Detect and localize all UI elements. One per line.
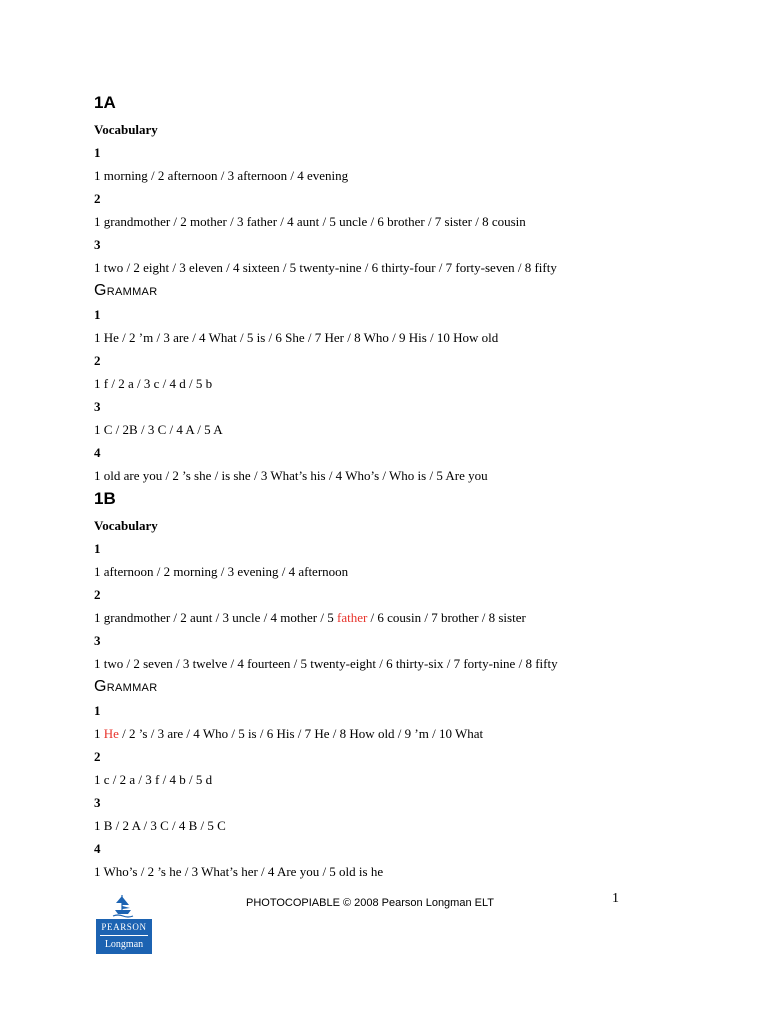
answer-line: 1 afternoon / 2 morning / 3 evening / 4 afternoon — [94, 564, 349, 579]
logo-divider — [100, 935, 148, 936]
logo-box — [96, 919, 152, 954]
answer-line: 1 grandmother / 2 mother / 3 father / 4 aunt / 5 uncle / 6 brother / 7 sister / 8 cousin — [94, 214, 526, 229]
vocabulary-heading-1a: Vocabulary — [94, 122, 158, 137]
answer-line: 1 f / 2 a / 3 c / 4 d / 5 b — [94, 376, 213, 391]
answer-line: 1 Who’s / 2 ’s he / 3 What’s her / 4 Are you / 5 old is he — [94, 864, 384, 879]
answer-text: 1 — [94, 726, 104, 741]
answer-line: 1 He / 2 ’m / 3 are / 4 What / 5 is / 6 She / 7 Her / 8 Who / 9 His / 10 How old — [94, 330, 499, 345]
exercise-number: 2 — [94, 353, 101, 368]
exercise-number: 3 — [94, 237, 101, 252]
answer-line: 1 c / 2 a / 3 f / 4 b / 5 d — [94, 772, 213, 787]
copyright-notice: PHOTOCOPIABLE © 2008 Pearson Longman ELT — [246, 897, 494, 909]
exercise-number: 1 — [94, 703, 101, 718]
exercise-number: 2 — [94, 191, 101, 206]
answer-line — [94, 606, 734, 629]
logo-brand: PEARSON — [101, 922, 147, 932]
exercise-number: 1 — [94, 145, 101, 160]
grammar-heading-1b: Grammar — [94, 678, 158, 695]
exercise-number: 4 — [94, 445, 101, 460]
exercise-number: 3 — [94, 795, 101, 810]
ship-icon — [112, 894, 134, 918]
answer-line: 1 two / 2 seven / 3 twelve / 4 fourteen / 5 twenty-eight / 6 thirty-six / 7 forty-nine / 8 fifty — [94, 656, 558, 671]
grammar-heading-1a: Grammar — [94, 282, 158, 299]
answer-line — [94, 722, 734, 745]
answer-text: 1 grandmother / 2 aunt / 3 uncle / 4 mother / 5 — [94, 610, 337, 625]
exercise-number: 1 — [94, 541, 101, 556]
exercise-number: 4 — [94, 841, 101, 856]
highlighted-answer: father — [336, 610, 368, 625]
answer-line: 1 morning / 2 afternoon / 3 afternoon / 4 evening — [94, 168, 349, 183]
logo-sub: Longman — [104, 939, 144, 950]
unit-title-1b: 1B — [94, 489, 116, 508]
highlighted-answer: He — [103, 726, 119, 741]
answer-key-page — [94, 92, 734, 883]
pearson-longman-logo — [96, 894, 152, 954]
exercise-number: 3 — [94, 633, 101, 648]
answer-line: 1 old are you / 2 ’s she / is she / 3 What’s his / 4 Who’s / Who is / 5 Are you — [94, 468, 488, 483]
answer-line: 1 B / 2 A / 3 C / 4 B / 5 C — [94, 818, 226, 833]
exercise-number: 2 — [94, 587, 101, 602]
exercise-number: 1 — [94, 307, 101, 322]
page-number: 1 — [612, 891, 619, 906]
unit-title-1a: 1A — [94, 93, 116, 112]
answer-text: / 2 ’s / 3 are / 4 Who / 5 is / 6 His / 7 He / 8 How old / 9 ’m / 10 What — [118, 726, 484, 741]
exercise-number: 2 — [94, 749, 101, 764]
answer-line: 1 C / 2B / 3 C / 4 A / 5 A — [94, 422, 223, 437]
answer-line: 1 two / 2 eight / 3 eleven / 4 sixteen / 5 twenty-nine / 6 thirty-four / 7 forty-seven / 8 fifty — [94, 260, 557, 275]
exercise-number: 3 — [94, 399, 101, 414]
vocabulary-heading-1b: Vocabulary — [94, 518, 158, 533]
answer-text: / 6 cousin / 7 brother / 8 sister — [367, 610, 526, 625]
